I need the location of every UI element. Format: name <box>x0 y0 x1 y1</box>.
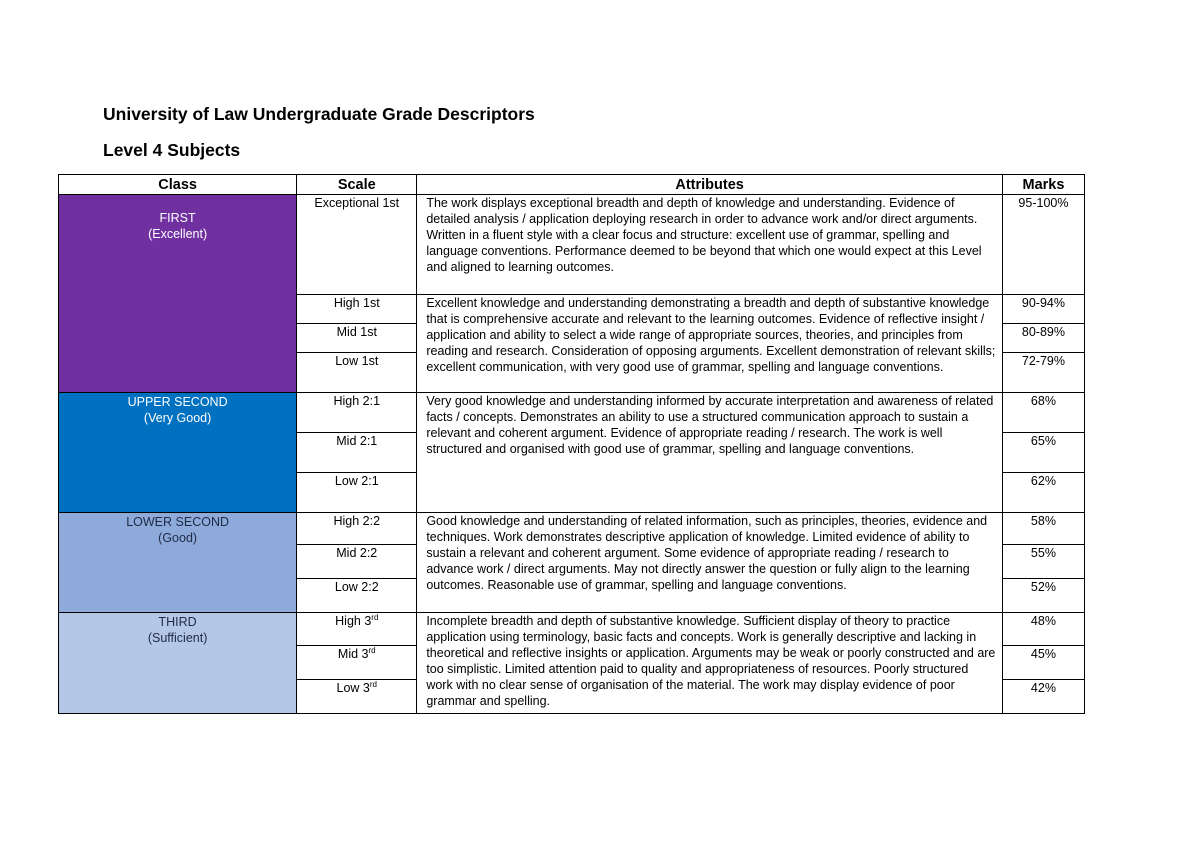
scale-cell: Exceptional 1st <box>297 195 417 295</box>
marks-cell: 80-89% <box>1002 324 1084 353</box>
class-name: UPPER SECOND <box>127 395 228 409</box>
class-description: (Good) <box>158 531 198 545</box>
class-cell-third <box>59 613 297 714</box>
table-header-row <box>59 175 1085 195</box>
class-description: (Excellent) <box>148 227 208 241</box>
class-cell-first <box>59 195 297 393</box>
ordinal-suffix: rd <box>368 646 376 655</box>
header-scale: Scale <box>297 175 417 195</box>
marks-cell: 62% <box>1002 473 1084 513</box>
table-row <box>59 195 1085 295</box>
table-row <box>59 393 1085 433</box>
table-row <box>59 613 1085 646</box>
ordinal-suffix: rd <box>371 613 379 622</box>
scale-cell: High 2:1 <box>297 393 417 433</box>
class-cell-upper-second <box>59 393 297 513</box>
marks-cell: 90-94% <box>1002 295 1084 324</box>
attributes-cell: The work displays exceptional breadth and depth of knowledge and understanding. Evidence of detailed analysis / application deploying research in order to advance work and/or direct arguments. Written in a fluent style with a clear focus and structure: excellent use of grammar, spelling and language conventions. Performance deemed to be beyond that which one would expect at this Level and aligned to learning outcomes. <box>417 195 1003 295</box>
attributes-cell: Incomplete breadth and depth of substantive knowledge. Sufficient display of theory to practice application using terminology, basic facts and concepts. Work is generally descriptive and lacking in theoretical and reflective insights or application. Arguments may be weak or poorly constructed and are too simplistic. Limited attention paid to quality and appropriateness of resources. Poorly structured work with no clear sense of organisation of the material. The work may display evidence of poor grammar and spelling. <box>417 613 1003 714</box>
attributes-cell: Good knowledge and understanding of related information, such as principles, theories, evidence and techniques. Work demonstrates descriptive application of knowledge. Limited evidence of ability to sustain a relevant and coherent argument. Some evidence of appropriate reading / research to advance work / direct arguments. May not directly answer the question or fully align to the learning outcomes. Reasonable use of grammar, spelling and language conventions. <box>417 513 1003 613</box>
scale-cell: Low 2:2 <box>297 579 417 613</box>
marks-cell: 45% <box>1002 646 1084 680</box>
scale-text: Low 3 <box>336 681 370 695</box>
attributes-cell: Excellent knowledge and understanding demonstrating a breadth and depth of substantive knowledge that is comprehensive accurate and relevant to the learning outcomes. Evidence of reflective insight / application and ability to select a wide range of appropriate sources, theories, and principles from reading and research. Consideration of opposing arguments. Excellent demonstration of relevant skills; excellent communication, with very good use of grammar, spelling and language conventions. <box>417 295 1003 393</box>
scale-cell <box>297 646 417 680</box>
class-cell-lower-second <box>59 513 297 613</box>
scale-cell: High 1st <box>297 295 417 324</box>
header-marks: Marks <box>1002 175 1084 195</box>
class-description: (Very Good) <box>143 411 212 425</box>
attributes-cell: Very good knowledge and understanding informed by accurate interpretation and awareness of related facts / concepts. Demonstrates an ability to use a structured communication approach to sustain a relevant and coherent argument. Evidence of appropriate reading / research. The work is well structured and organised with good use of grammar, spelling and language conventions. <box>417 393 1003 513</box>
scale-cell: Mid 2:2 <box>297 545 417 579</box>
class-name: FIRST <box>159 211 196 225</box>
marks-cell: 72-79% <box>1002 353 1084 393</box>
header-class: Class <box>59 175 297 195</box>
marks-cell: 52% <box>1002 579 1084 613</box>
ordinal-suffix: rd <box>369 680 378 689</box>
header-attributes: Attributes <box>417 175 1003 195</box>
scale-cell: High 2:2 <box>297 513 417 545</box>
scale-cell: Low 1st <box>297 353 417 393</box>
scale-cell: Mid 1st <box>297 324 417 353</box>
table-row <box>59 513 1085 545</box>
grade-descriptor-table <box>58 174 1085 714</box>
scale-text: Mid 3 <box>337 647 369 661</box>
marks-cell: 68% <box>1002 393 1084 433</box>
document-title: University of Law Undergraduate Grade Descriptors <box>103 104 535 124</box>
class-name: THIRD <box>158 615 197 629</box>
marks-cell: 55% <box>1002 545 1084 579</box>
marks-cell: 65% <box>1002 433 1084 473</box>
marks-cell: 58% <box>1002 513 1084 545</box>
marks-cell: 48% <box>1002 613 1084 646</box>
scale-cell: Mid 2:1 <box>297 433 417 473</box>
class-name: LOWER SECOND <box>126 515 229 529</box>
scale-text: High 3 <box>335 614 372 628</box>
class-description: (Sufficient) <box>147 631 208 645</box>
marks-cell: 42% <box>1002 680 1084 714</box>
document-subtitle: Level 4 Subjects <box>103 140 241 160</box>
scale-cell: Low 2:1 <box>297 473 417 513</box>
marks-cell: 95-100% <box>1002 195 1084 295</box>
scale-cell <box>297 613 417 646</box>
scale-cell <box>297 680 417 714</box>
